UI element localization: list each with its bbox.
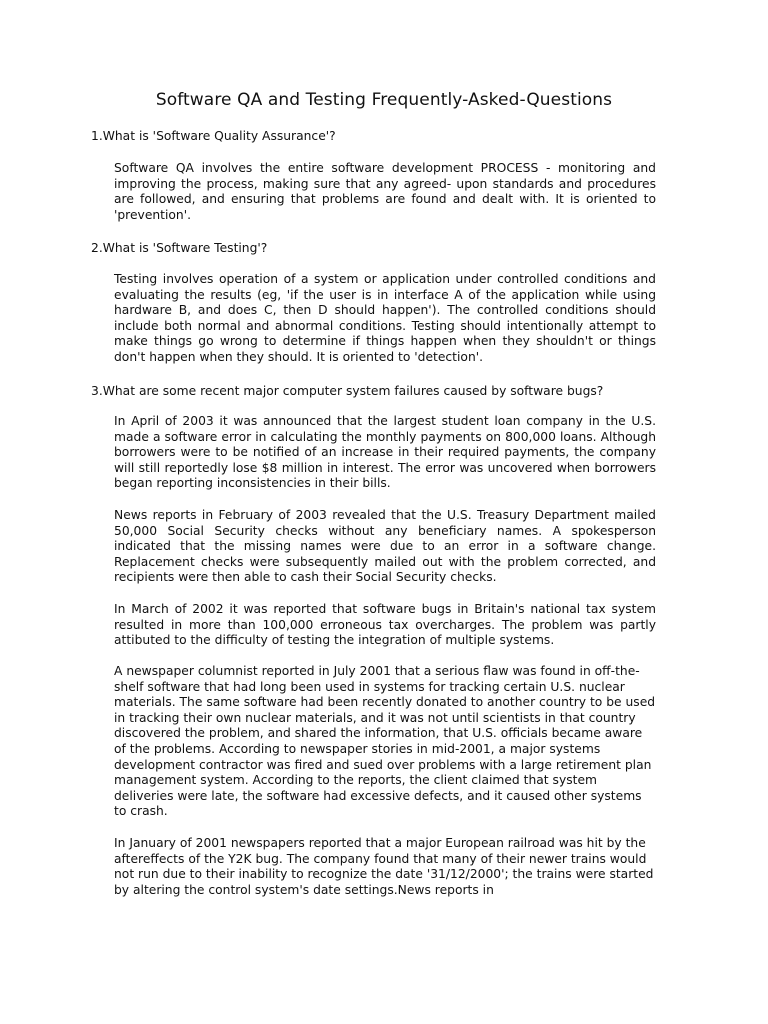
answer-1-paragraph: Software QA involves the entire software development PROCESS - monitoring and improving the process, making sure that any agreed- upon standards and procedures are followed, and ensuring that problems are found and dealt with. It is oriented to 'prevention'. <box>114 161 656 222</box>
answer-2-paragraph: Testing involves operation of a system or application under controlled conditions and evaluating the results (eg, 'if the user is in interface A of the application while using hardware B, and does C, then D should happen'). The controlled conditions should include both normal and abnormal conditions. Testing should intentionally attempt to make things go wrong to determine if things happen when they shouldn't or things don't happen when they should. It is oriented to 'detection'. <box>114 272 656 364</box>
answer-3-paragraph-3: In March of 2002 it was reported that software bugs in Britain's national tax system resulted in more than 100,000 erroneous tax overcharges. The problem was partly attibuted to the difficulty of testing the integration of multiple systems. <box>114 602 656 648</box>
question-3-heading: 3.What are some recent major computer system failures caused by software bugs? <box>91 384 604 398</box>
answer-3-paragraph-1: In April of 2003 it was announced that the largest student loan company in the U.S. made a software error in calculating the monthly payments on 800,000 loans. Although borrowers were to be notified of an increase in their required payments, the company will still reportedly lose $8 million in interest. The error was uncovered when borrowers began reporting inconsistencies in their bills. <box>114 414 656 491</box>
question-2-heading: 2.What is 'Software Testing'? <box>91 241 268 255</box>
answer-3-paragraph-4: A newspaper columnist reported in July 2001 that a serious flaw was found in off-the-shelf software that had long been used in systems for tracking certain U.S. nuclear materials. The same software had been recently donated to another country to be used in tracking their own nuclear materials, and it was not until scientists in that country discovered the problem, and shared the information, that U.S. officials became aware of the problems. According to newspaper stories in mid-2001, a major systems development contractor was fired and sued over problems with a large retirement plan management system. According to the reports, the client claimed that system deliveries were late, the software had excessive defects, and it caused other systems to crash. <box>114 664 656 819</box>
answer-3-paragraph-5: In January of 2001 newspapers reported that a major European railroad was hit by the aftereffects of the Y2K bug. The company found that many of their newer trains would not run due to their inability to recognize the date '31/12/2000'; the trains were started by altering the control system's date settings.News reports in <box>114 836 654 897</box>
answer-3-paragraph-2: News reports in February of 2003 revealed that the U.S. Treasury Department mailed 50,000 Social Security checks without any beneficiary names. A spokesperson indicated that the missing names were due to an error in a software change. Replacement checks were subsequently mailed out with the problem corrected, and recipients were then able to cash their Social Security checks. <box>114 508 656 585</box>
question-1-heading: 1.What is 'Software Quality Assurance'? <box>91 129 336 143</box>
page-title: Software QA and Testing Frequently-Asked-Questions <box>155 90 613 110</box>
